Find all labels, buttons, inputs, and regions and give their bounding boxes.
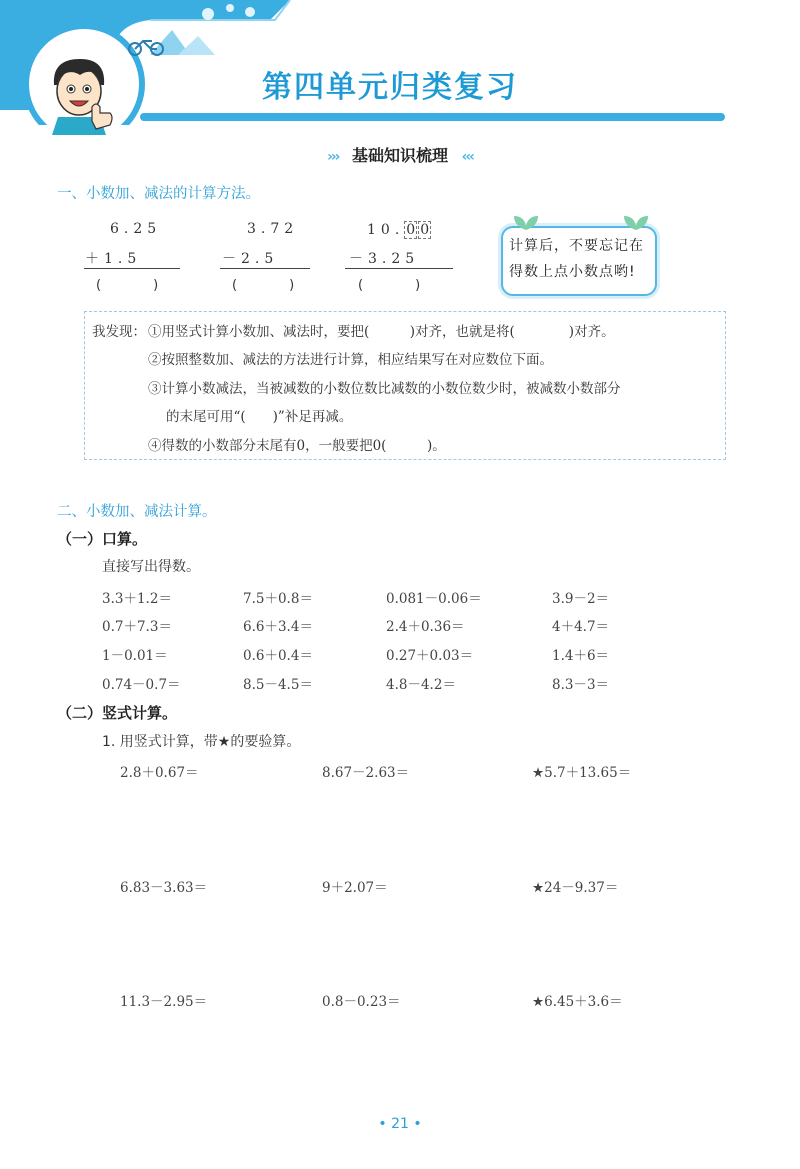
calc3-box2: 0: [420, 222, 430, 238]
discover-label: 我发现：: [92, 324, 146, 340]
calc2-line: [220, 268, 310, 269]
discover-item-1: ①用竖式计算小数加、减法时，要把( )对齐，也就是将( )对齐。: [148, 324, 615, 340]
oral-expr: 0.7＋7.3＝: [102, 619, 172, 635]
boy-thumbs-up-icon: [40, 55, 120, 135]
vertical-calc-label: （二）竖式计算。: [57, 704, 178, 722]
part1-heading: 一、小数加、减法的计算方法。: [57, 186, 260, 202]
calc2-answer: ( ): [232, 278, 295, 293]
oral-expr: 3.3＋1.2＝: [102, 591, 172, 607]
calc3-top-int: 10.: [367, 222, 405, 238]
calc2-top: 3.72: [247, 221, 299, 237]
calc3-answer: ( ): [358, 278, 421, 293]
oral-expr: 1－0.01＝: [102, 648, 168, 664]
oral-calc-instruction: 直接写出得数。: [102, 559, 200, 575]
oral-expr: 3.9－2＝: [552, 591, 610, 607]
vertical-expr: 9＋2.07＝: [322, 880, 388, 896]
discover-item-3: ③计算小数减法，当被减数的小数位数比减数的小数位数少时，被减数小数部分: [148, 381, 621, 397]
discover-item-2: ②按照整数加、减法的方法进行计算，相应结果写在对应数位下面。: [148, 352, 553, 368]
leaf-left-icon: [512, 212, 540, 230]
page-title: 第四单元归类复习: [262, 70, 518, 105]
oral-expr: 0.27＋0.03＝: [386, 648, 474, 664]
leaf-right-icon: [622, 212, 650, 230]
oral-expr: 1.4＋6＝: [552, 648, 610, 664]
oral-expr: 2.4＋0.36＝: [386, 619, 465, 635]
oral-expr: 0.74－0.7＝: [102, 677, 181, 693]
oral-calc-label: （一）口算。: [57, 530, 148, 548]
section-title-label: 基础知识梳理: [351, 146, 448, 165]
title-underline: [140, 113, 725, 121]
vertical-expr: ★6.45＋3.6＝: [532, 994, 623, 1010]
page-number: • 21 •: [378, 1116, 422, 1132]
calc2-op: －2.5: [222, 251, 279, 267]
calc1-top: 6.25: [110, 221, 162, 237]
oral-expr: 0.6＋0.4＝: [243, 648, 313, 664]
calc3-op: －3.25: [349, 251, 420, 267]
calc1-op: ＋1.5: [85, 251, 142, 267]
vertical-calc-instruction: 1. 用竖式计算，带★的要验算。: [102, 734, 301, 750]
oral-expr: 7.5＋0.8＝: [243, 591, 313, 607]
oral-expr: 8.3－3＝: [552, 677, 610, 693]
calc1-line: [84, 268, 180, 269]
vertical-expr: 0.8－0.23＝: [322, 994, 401, 1010]
calc1-answer: ( ): [96, 278, 159, 293]
oral-expr: 4＋4.7＝: [552, 619, 610, 635]
part2-heading: 二、小数加、减法计算。: [57, 504, 217, 520]
discover-item-3-cont: 的末尾可用“( )”补足再减。: [166, 409, 353, 425]
chevrons-right-icon: ›››: [327, 149, 339, 165]
vertical-expr: 2.8＋0.67＝: [120, 765, 199, 781]
bicycle-icon: [128, 38, 164, 56]
vertical-expr: 6.83－3.63＝: [120, 880, 208, 896]
oral-expr: 6.6＋3.4＝: [243, 619, 313, 635]
calc3-top: [367, 221, 432, 239]
calc3-box1: 0: [406, 222, 416, 238]
vertical-expr: ★24－9.37＝: [532, 880, 619, 896]
discover-item-4: ④得数的小数部分末尾有0，一般要把0( )。: [148, 438, 446, 454]
vertical-expr: 11.3－2.95＝: [120, 994, 208, 1010]
vertical-expr: 8.67－2.63＝: [322, 765, 410, 781]
section-title: [0, 143, 800, 166]
chevrons-left-icon: ‹‹‹: [461, 149, 473, 165]
calc3-line: [345, 268, 453, 269]
tip-text: 计算后，不要忘记在得数上点小数点哟!: [509, 238, 644, 280]
oral-expr: 8.5－4.5＝: [243, 677, 313, 693]
oral-expr: 0.081－0.06＝: [386, 591, 482, 607]
vertical-expr: ★5.7＋13.65＝: [532, 765, 632, 781]
oral-expr: 4.8－4.2＝: [386, 677, 456, 693]
